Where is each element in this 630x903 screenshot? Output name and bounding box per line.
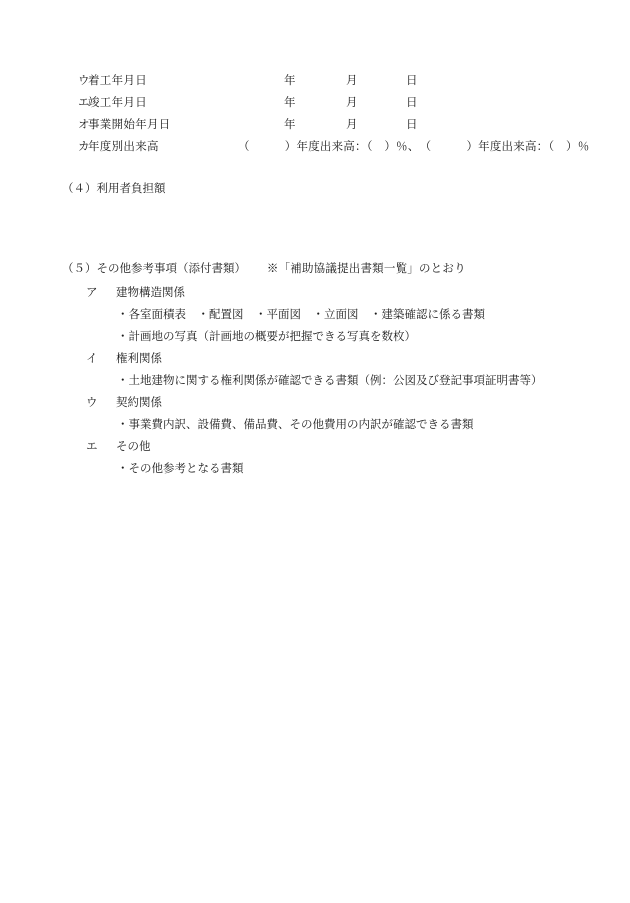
list-item (62, 392, 582, 414)
item-marker: イ (86, 353, 98, 365)
row-units (284, 116, 446, 132)
row-marker: ウ (78, 75, 90, 87)
month-unit: 月 (346, 119, 358, 131)
row-marker: オ (78, 119, 90, 131)
attachment-list (62, 282, 582, 480)
item-label: 権利関係 (116, 353, 162, 365)
list-item (62, 282, 582, 304)
subitem-text: ・土地建物に関する権利関係が確認できる書類（例：公図及び登記事項証明書等） (117, 375, 543, 387)
list-subitem (62, 326, 582, 348)
subitem-text: ・各室面積表 ・配置図 ・平面図 ・立面図 ・建築確認に係る書類 (117, 309, 485, 321)
section-4-heading: （４）利用者負担額 (62, 183, 166, 195)
item-marker: ア (86, 287, 98, 299)
schedule-row (62, 72, 582, 94)
item-marker: ウ (86, 397, 98, 409)
section-5-label: （５）その他参考事項（添付書類） (62, 263, 246, 275)
row-label: 年度別出来高 (88, 141, 159, 153)
row-label: 竣工年月日 (88, 97, 147, 109)
list-subitem (62, 304, 582, 326)
subitem-text: ・その他参考となる書類 (117, 463, 244, 475)
day-unit: 日 (406, 119, 418, 131)
item-label: 建物構造関係 (116, 287, 185, 299)
row-marker: カ (78, 141, 90, 153)
list-subitem (62, 414, 582, 436)
list-item (62, 348, 582, 370)
year-unit: 年 (284, 97, 296, 109)
month-unit: 月 (346, 75, 358, 87)
row-units (284, 94, 446, 110)
subitem-text: ・計画地の写真（計画地の概要が把握できる写真を数枚） (117, 331, 416, 343)
row-marker: エ (78, 97, 90, 109)
document-content (62, 72, 590, 475)
list-item (62, 436, 582, 458)
row-label: 着工年月日 (88, 75, 147, 87)
year-unit: 年 (284, 119, 296, 131)
day-unit: 日 (406, 97, 418, 109)
list-subitem (62, 370, 582, 392)
schedule-row (62, 116, 582, 138)
year-unit: 年 (284, 75, 296, 87)
row-label: 事業開始年月日 (88, 119, 171, 131)
list-subitem (62, 458, 582, 480)
item-label: 契約関係 (116, 397, 162, 409)
schedule-progress-row (62, 138, 590, 160)
section-5-note: ※「補助協議提出書類一覧」のとおり (266, 263, 466, 275)
item-label: その他 (116, 441, 151, 453)
row-units (284, 72, 446, 88)
month-unit: 月 (346, 97, 358, 109)
section-5-heading (62, 260, 466, 276)
item-marker: エ (86, 441, 98, 453)
subitem-text: ・事業費内訳、設備費、備品費、その他費用の内訳が確認できる書類 (117, 419, 474, 431)
progress-value: （ ）年度出来高：（ ）％、 （ ）年度出来高：（ ）％ (238, 141, 590, 153)
schedule-row (62, 94, 582, 116)
day-unit: 日 (406, 75, 418, 87)
